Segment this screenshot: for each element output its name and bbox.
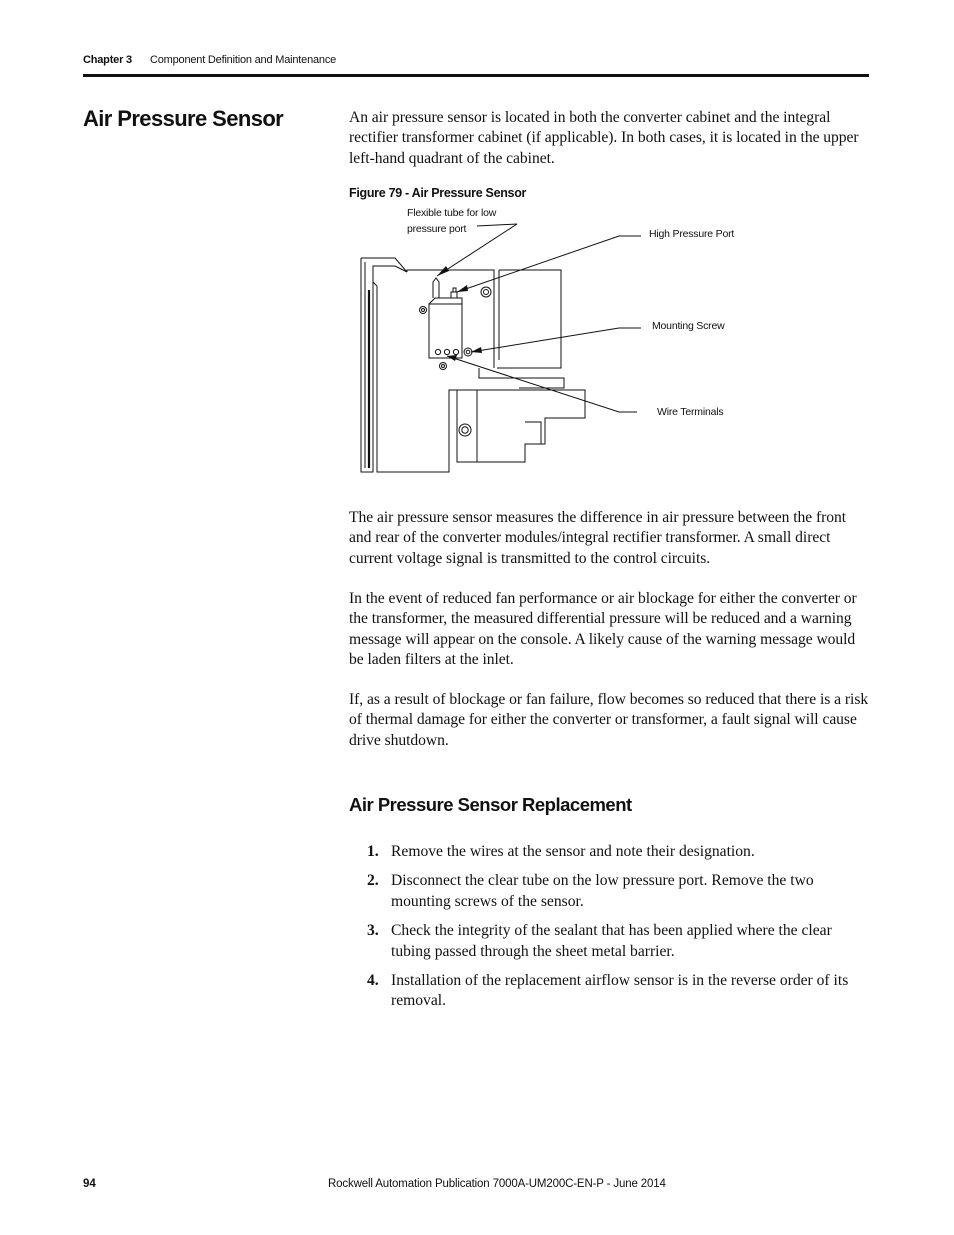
label-high-pressure-port: High Pressure Port: [649, 228, 735, 240]
step-item: [349, 842, 869, 862]
paragraph-warning: In the event of reduced fan performance or air blockage for either the converter or the transformer, the measured differential pressure will be reduced and a warning message will appear on the console. A likely cause of the warning message would be laden filters at the inlet.: [349, 590, 857, 669]
step-number: 2.: [367, 872, 379, 890]
subsection-title: Air Pressure Sensor Replacement: [349, 794, 632, 815]
chapter-label: Chapter 3: [83, 54, 132, 66]
step-text: Disconnect the clear tube on the low pressure port. Remove the two mounting screws of the sensor.: [391, 872, 814, 910]
figure-caption: Figure 79 - Air Pressure Sensor: [349, 186, 527, 200]
label-flexible-tube-line2: pressure port: [407, 223, 467, 235]
label-flexible-tube-line1: Flexible tube for low: [407, 207, 497, 219]
paragraph-measurement: The air pressure sensor measures the difference in air pressure between the front and rear of the converter modules/integral rectifier transformer. A small direct current voltage signal is transmitted to the control circuits.: [349, 509, 847, 567]
step-item: [349, 871, 869, 912]
label-wire-terminals: Wire Terminals: [657, 406, 724, 418]
step-item: [349, 921, 869, 962]
label-mounting-screw: Mounting Screw: [652, 320, 725, 332]
step-number: 1.: [367, 843, 379, 860]
chapter-title: Component Definition and Maintenance: [150, 54, 337, 66]
header-divider: [83, 74, 869, 77]
label-flexible-tube: [407, 205, 496, 237]
air-pressure-sensor-figure: [349, 200, 769, 490]
replacement-steps: [349, 842, 869, 1021]
air-pressure-sensor-drawing: [349, 200, 769, 490]
paragraph-fault: If, as a result of blockage or fan failure, flow becomes so reduced that there is a risk of thermal damage for either the converter or transformer, a fault signal will cause drive shutdown.: [349, 691, 869, 749]
section-title: Air Pressure Sensor: [83, 106, 284, 131]
intro-paragraph: An air pressure sensor is located in both the converter cabinet and the integral rectifier transformer cabinet (if applicable). In both cases, it is located in the upper left-hand quadrant of the cabinet.: [349, 109, 859, 167]
step-text: Installation of the replacement airflow sensor is in the reverse order of its removal.: [391, 972, 849, 1010]
step-item: [349, 971, 869, 1012]
step-text: Check the integrity of the sealant that has been applied where the clear tubing passed through the sheet metal barrier.: [391, 922, 832, 960]
publication-info: Rockwell Automation Publication 7000A-UM200C-EN-P - June 2014: [328, 1178, 666, 1190]
page-number: 94: [83, 1178, 96, 1190]
step-text: Remove the wires at the sensor and note their designation.: [391, 843, 755, 860]
step-number: 3.: [367, 922, 379, 940]
step-number: 4.: [367, 972, 379, 990]
